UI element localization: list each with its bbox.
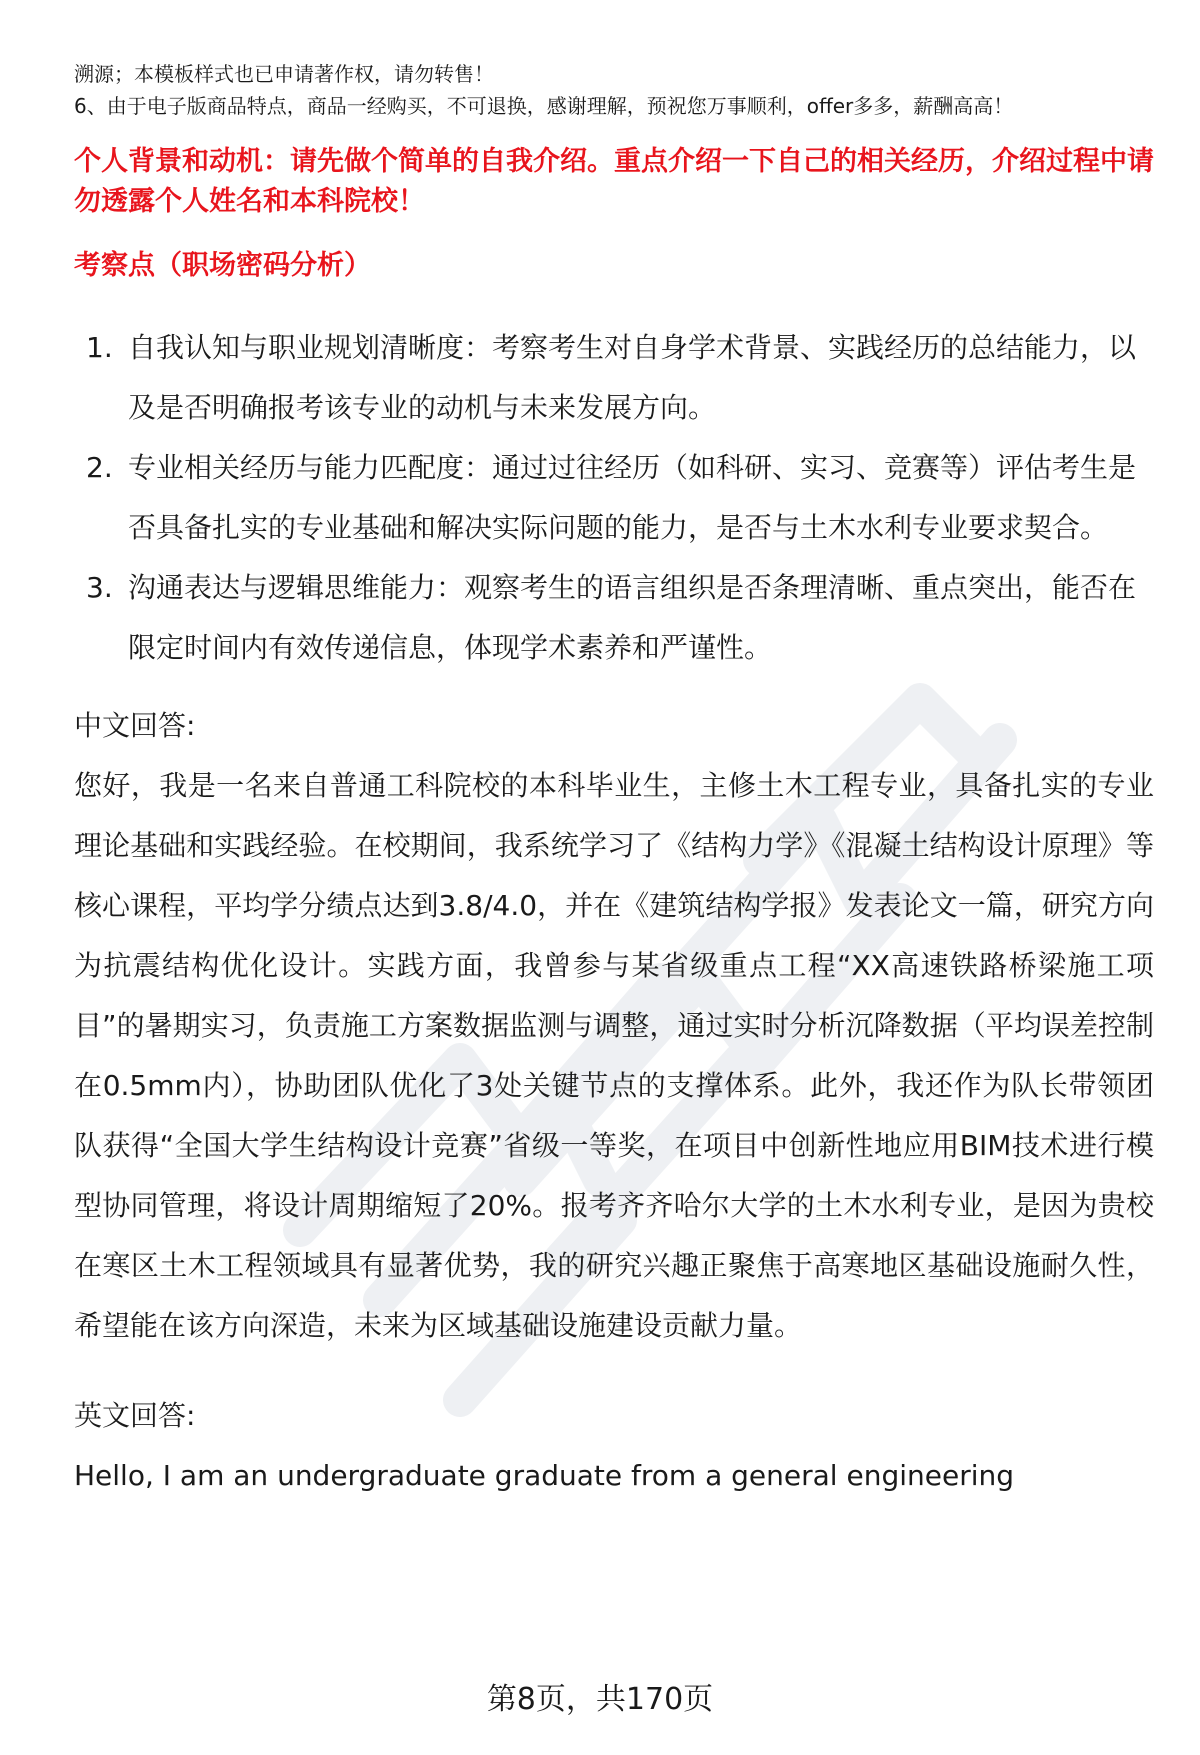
assessment-point xyxy=(74,438,1154,558)
interview-question: 个人背景和动机：请先做个简单的自我介绍。重点介绍一下自己的相关经历，介绍过程中请勿透露个人姓名和本科院校！ xyxy=(74,146,1154,217)
chinese-answer-label: 中文回答: xyxy=(74,709,196,742)
chinese-answer-text: 您好，我是一名来自普通工科院校的本科毕业生，主修土木工程专业，具备扎实的专业理论基础和实践经验。在校期间，我系统学习了《结构力学》《混凝土结构设计原理》等核心课程，平均学分绩点达到3.8/4.0，并在《建筑结构学报》发表论文一篇，研究方向为抗震结构优化设计。实践方面，我曾参与某省级重点工程“XX高速铁路桥梁施工项目”的暑期实习，负责施工方案数据监测与调整，通过实时分析沉降数据（平均误差控制在0.5mm内），协助团队优化了3处关键节点的支撑体系。此外，我还作为队长带领团队获得“全国大学生结构设计竞赛”省级一等奖，在项目中创新性地应用BIM技术进行模型协同管理，将设计周期缩短了20%。报考齐齐哈尔大学的土木水利专业，是因为贵校在寒区土木工程领域具有显著优势，我的研究兴趣正聚焦于高寒地区基础设施耐久性，希望能在该方向深造，未来为区域基础设施建设贡献力量。 xyxy=(74,769,1154,1342)
resale-notice: 溯源；本模板样式也已申请著作权，请勿转售！ xyxy=(74,62,494,86)
page-number-footer: 第8页，共170页 xyxy=(486,1682,714,1717)
point-number: 3. xyxy=(86,571,113,604)
assessment-point xyxy=(74,558,1154,678)
assessment-point xyxy=(74,318,1154,438)
point-text: 专业相关经历与能力匹配度：通过过往经历（如科研、实习、竞赛等）评估考生是否具备扎实的专业基础和解决实际问题的能力，是否与土木水利专业要求契合。 xyxy=(128,451,1137,544)
point-number: 2. xyxy=(86,451,113,484)
document-page xyxy=(74,58,1154,1506)
point-text: 自我认知与职业规划清晰度：考察考生对自身学术背景、实践经历的总结能力，以及是否明确报考该专业的动机与未来发展方向。 xyxy=(128,331,1137,424)
english-answer-label: 英文回答: xyxy=(74,1399,196,1432)
point-text: 沟通表达与逻辑思维能力：观察考生的语言组织是否条理清晰、重点突出，能否在限定时间内有效传递信息，体现学术素养和严谨性。 xyxy=(128,571,1137,664)
point-number: 1. xyxy=(86,331,113,364)
english-answer-text: Hello, I am an undergraduate graduate from a general engineering xyxy=(74,1459,1015,1492)
assessment-points-list xyxy=(74,318,1154,678)
refund-notice: 6、由于电子版商品特点，商品一经购买，不可退换，感谢理解，预祝您万事顺利，offer多多，薪酬高高！ xyxy=(74,94,1014,118)
assessment-heading: 考察点（职场密码分析） xyxy=(74,250,371,281)
